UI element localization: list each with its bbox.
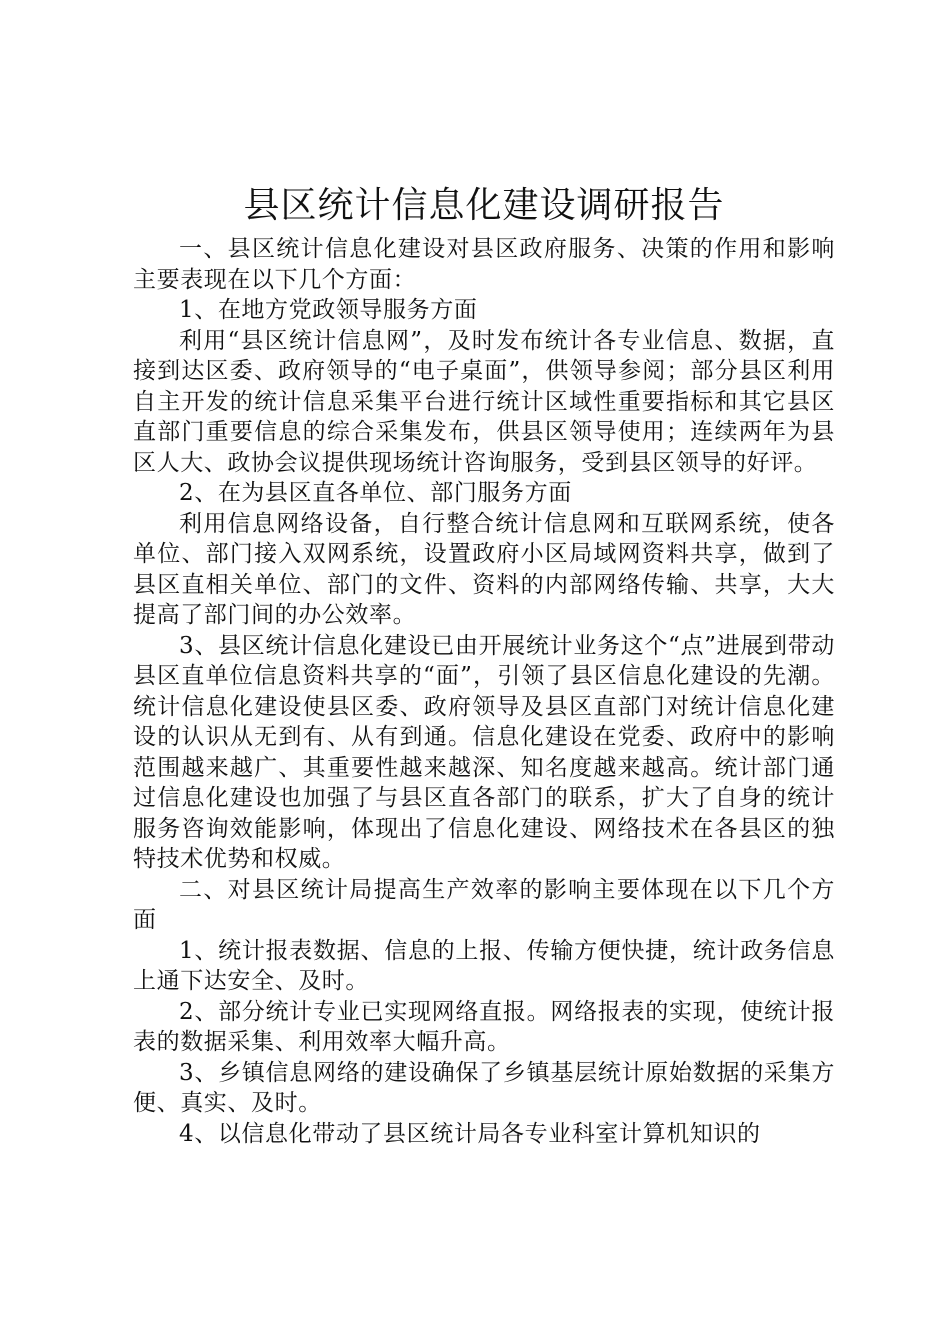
paragraph-point-to-surface: 3、县区统计信息化建设已由开展统计业务这个“点”进展到带动县区直单位信息资料共享的“面”，引领了县区信息化建设的先潮。统计信息化建设使县区委、政府领导及县区直部门对统计信息化建设的认识从无到有、从有到通。信息化建设在党委、政府中的影响范围越来越广、其重要性越来越深、知名度越来越高。统计部门通过信息化建设也加强了与县区直各部门的联系，扩大了自身的统计服务咨询效能影响，体现出了信息化建设、网络技术在各县区的独特技术优势和权威。 bbox=[133, 632, 835, 872]
document-page bbox=[133, 178, 835, 1149]
document-title: 县区统计信息化建设调研报告 bbox=[243, 185, 725, 226]
document-body bbox=[133, 234, 835, 1149]
list-item-4: 4、以信息化带动了县区统计局各专业科室计算机知识的 bbox=[179, 1120, 761, 1147]
section-heading-1: 一、县区统计信息化建设对县区政府服务、决策的作用和影响主要表现在以下几个方面： bbox=[133, 236, 835, 293]
list-item-2: 2、部分统计专业已实现网络直报。网络报表的实现，使统计报表的数据采集、利用效率大幅升高。 bbox=[133, 998, 835, 1055]
list-item-1: 1、统计报表数据、信息的上报、传输方便快捷，统计政务信息上通下达安全、及时。 bbox=[133, 937, 835, 994]
list-item-3: 3、乡镇信息网络的建设确保了乡镇基层统计原始数据的采集方便、真实、及时。 bbox=[133, 1059, 835, 1116]
subheading-leader-service: 1、在地方党政领导服务方面 bbox=[179, 297, 478, 323]
paragraph-leader-service: 利用“县区统计信息网”，及时发布统计各专业信息、数据，直接到达区委、政府领导的“电子桌面”，供领导参阅；部分县区利用自主开发的统计信息采集平台进行统计区域性重要指标和其它县区直部门重要信息的综合采集发布，供县区领导使用；连续两年为县区人大、政协会议提供现场统计咨询服务，受到县区领导的好评。 bbox=[133, 327, 835, 476]
paragraph-department-service: 利用信息网络设备，自行整合统计信息网和互联网系统，使各单位、部门接入双网系统，设置政府小区局域网资料共享，做到了县区直相关单位、部门的文件、资料的内部网络传输、共享，大大提高了部门间的办公效率。 bbox=[133, 510, 835, 628]
subheading-department-service: 2、在为县区直各单位、部门服务方面 bbox=[179, 480, 572, 506]
section-heading-2: 二、对县区统计局提高生产效率的影响主要体现在以下几个方面 bbox=[133, 876, 835, 933]
